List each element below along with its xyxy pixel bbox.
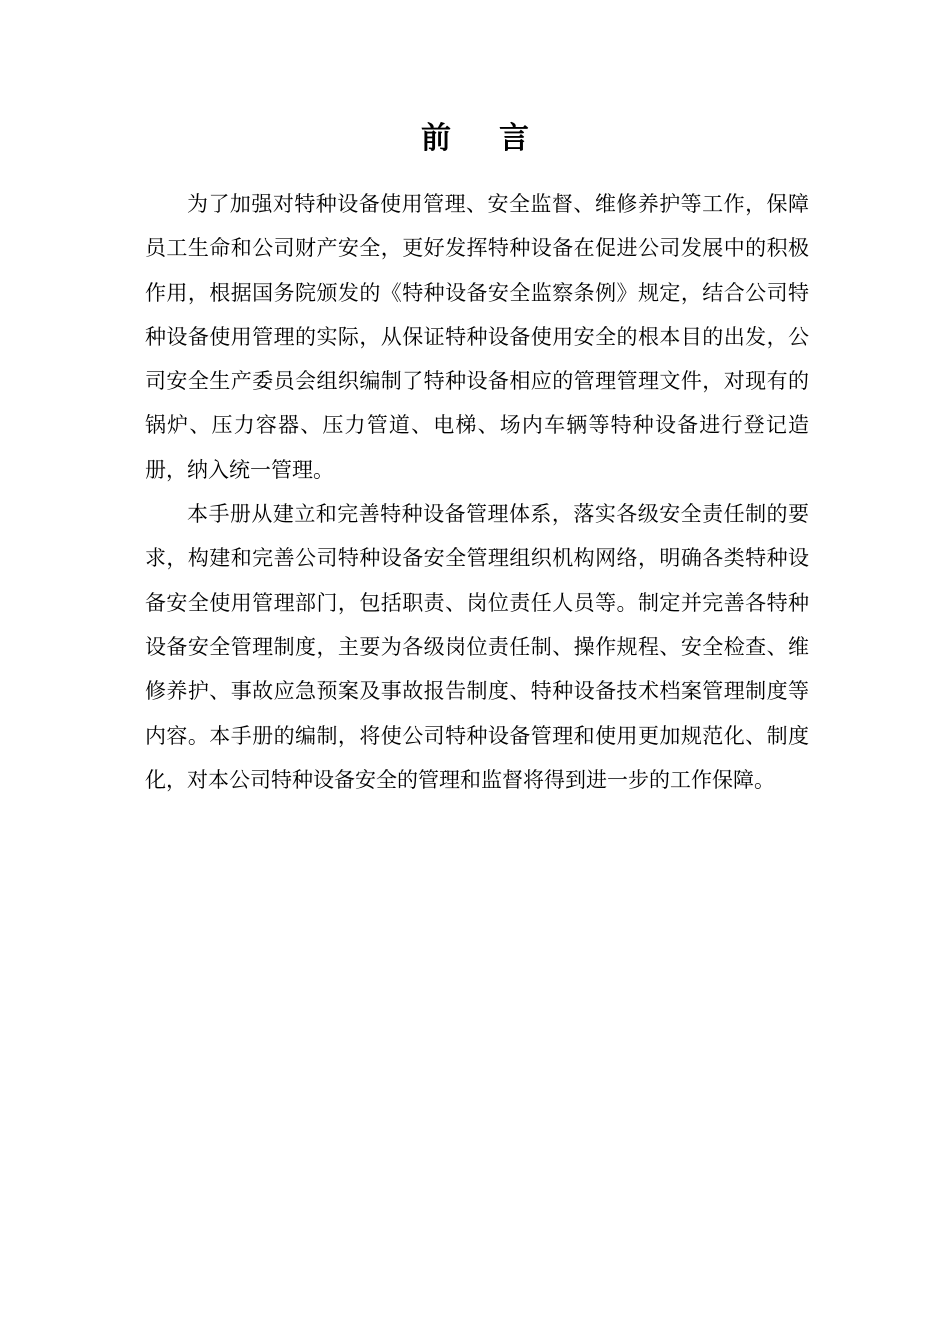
paragraph-1: 为了加强对特种设备使用管理、安全监督、维修养护等工作，保障员工生命和公司财产安全，更好发挥特种设备在促进公司发展中的积极作用，根据国务院颁发的《特种设备安全监察条例》规定，结合公司特种设备使用管理的实际，从保证特种设备使用安全的根本目的出发，公司安全生产委员会组织编制了特种设备相应的管理管理文件，对现有的锅炉、压力容器、压力管道、电梯、场内车辆等特种设备进行登记造册，纳入统一管理。 (145, 192, 809, 482)
page-title: 前言 (421, 121, 577, 156)
paragraph-2: 本手册从建立和完善特种设备管理体系，落实各级安全责任制的要求，构建和完善公司特种设备安全管理组织机构网络，明确各类特种设备安全使用管理部门，包括职责、岗位责任人员等。制定并完善各特种设备安全管理制度，主要为各级岗位责任制、操作规程、安全检查、维修养护、事故应急预案及事故报告制度、特种设备技术档案管理制度等内容。本手册的编制，将使公司特种设备管理和使用更加规范化、制度化，对本公司特种设备安全的管理和监督将得到进一步的工作保障。 (145, 502, 809, 792)
document-body (145, 182, 809, 802)
